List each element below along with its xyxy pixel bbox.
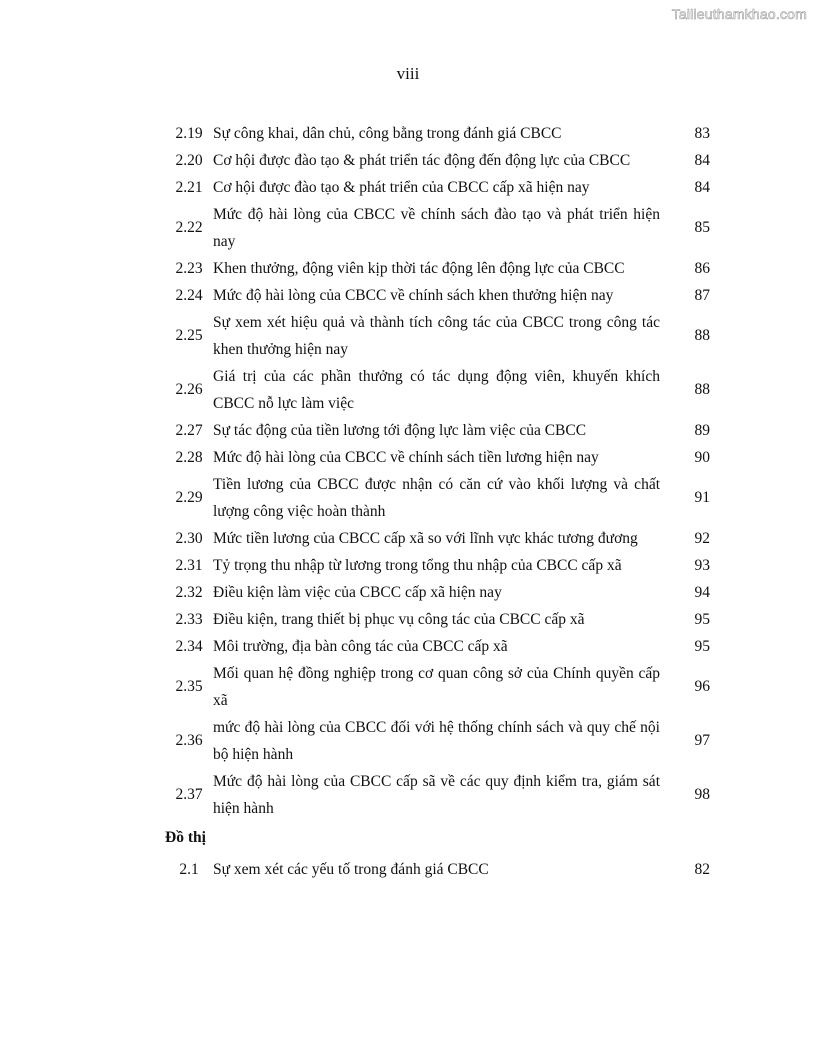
page-number: viii [396,64,420,83]
toc-entry [165,714,710,768]
entry-number: 2.25 [175,327,203,344]
toc-entry [165,255,710,282]
entry-title: Cơ hội được đào tạo & phát triển của CBCC cấp xã hiện nay [213,179,590,196]
watermark: Tailieuthamkhao.com [671,6,807,22]
toc-entry [165,363,710,417]
toc-entry [165,471,710,525]
entry-number: 2.28 [175,448,203,466]
entry-page: 93 [694,556,710,574]
entry-number: 2.35 [175,678,203,695]
entry-number: 2.36 [175,732,203,749]
toc-entry [165,856,710,883]
toc-entry [165,606,710,633]
entry-number: 2.1 [179,860,199,878]
entry-number: 2.24 [175,286,203,304]
toc-entry [165,417,710,444]
entry-number: 2.33 [175,610,203,628]
entry-title: Môi trường, địa bàn công tác của CBCC cấp xã [213,638,508,655]
entry-number: 2.19 [175,124,203,142]
entry-number: 2.21 [175,178,203,196]
entry-title: Tiền lương của CBCC được nhận có căn cứ vào khối lượng và chất lượng công việc hoàn thành [213,476,660,520]
entry-title: Khen thưởng, động viên kịp thời tác động lên động lực của CBCC [213,260,625,277]
entry-page: 87 [694,286,710,304]
entry-page: 83 [694,124,710,142]
entry-title: Sự xem xét hiệu quả và thành tích công tác của CBCC trong công tác khen thưởng hiện nay [213,314,660,358]
toc-entry [165,552,710,579]
entry-number: 2.32 [175,583,203,601]
entry-number: 2.37 [175,786,203,803]
entry-title: Mối quan hệ đồng nghiệp trong cơ quan công sở của Chính quyền cấp xã [213,665,660,709]
toc-entry [165,309,710,363]
entry-number: 2.23 [175,259,203,277]
entry-page: 95 [694,637,710,655]
entry-page: 97 [694,732,710,749]
toc-entry [165,282,710,309]
entry-number: 2.26 [175,381,203,398]
toc-entry [165,633,710,660]
entry-number: 2.20 [175,151,203,169]
entry-number: 2.22 [175,219,203,236]
entry-title: Mức độ hài lòng của CBCC về chính sách khen thưởng hiện nay [213,287,614,304]
entry-page: 92 [694,529,710,547]
entry-title: Giá trị của các phần thưởng có tác dụng động viên, khuyến khích CBCC nỗ lực làm việc [213,368,660,412]
toc-entry [165,579,710,606]
entry-title: Điều kiện làm việc của CBCC cấp xã hiện nay [213,584,502,601]
entry-page: 88 [694,381,710,398]
entry-title: Sự công khai, dân chủ, công bằng trong đánh giá CBCC [213,125,562,142]
section-heading: Đồ thị [165,829,206,846]
entry-page: 84 [694,151,710,169]
entry-page: 88 [694,327,710,344]
entry-page: 85 [694,219,710,236]
entry-title: Mức độ hài lòng của CBCC về chính sách tiền lương hiện nay [213,449,599,466]
toc-entry [165,768,710,822]
entry-page: 86 [694,259,710,277]
tables-list [165,120,710,822]
entry-number: 2.30 [175,529,203,547]
toc-entry [165,660,710,714]
entry-page: 89 [694,421,710,439]
entry-page: 91 [694,489,710,506]
entry-page: 98 [694,786,710,803]
entry-page: 84 [694,178,710,196]
entry-page: 96 [694,678,710,695]
entry-number: 2.34 [175,637,203,655]
entry-title: Cơ hội được đào tạo & phát triển tác động đến động lực của CBCC [213,152,631,169]
entry-title: Điều kiện, trang thiết bị phục vụ công tác của CBCC cấp xã [213,611,585,628]
charts-list [165,856,710,883]
entry-title: Mức độ hài lòng của CBCC cấp sã về các quy định kiểm tra, giám sát hiện hành [213,773,660,817]
entry-title: Sự xem xét các yếu tố trong đánh giá CBCC [213,861,489,878]
entry-title: Sự tác động của tiền lương tới động lực làm việc của CBCC [213,422,587,439]
table-of-contents [165,120,710,883]
entry-title: Tỷ trọng thu nhập từ lương trong tổng thu nhập của CBCC cấp xã [213,557,622,574]
toc-entry [165,120,710,147]
toc-entry [165,147,710,174]
entry-title: Mức độ hài lòng của CBCC về chính sách đào tạo và phát triển hiện nay [213,206,660,250]
toc-entry [165,174,710,201]
toc-entry [165,525,710,552]
entry-page: 95 [694,610,710,628]
entry-number: 2.27 [175,421,203,439]
entry-title: Mức tiền lương của CBCC cấp xã so với lĩnh vực khác tương đương [213,530,638,547]
entry-page: 94 [694,583,710,601]
entry-page: 90 [694,448,710,466]
toc-entry [165,444,710,471]
entry-number: 2.29 [175,489,203,506]
entry-number: 2.31 [175,556,203,574]
entry-title: mức độ hài lòng của CBCC đối với hệ thống chính sách và quy chế nội bộ hiện hành [213,719,660,763]
toc-entry [165,201,710,255]
entry-page: 82 [694,860,710,878]
